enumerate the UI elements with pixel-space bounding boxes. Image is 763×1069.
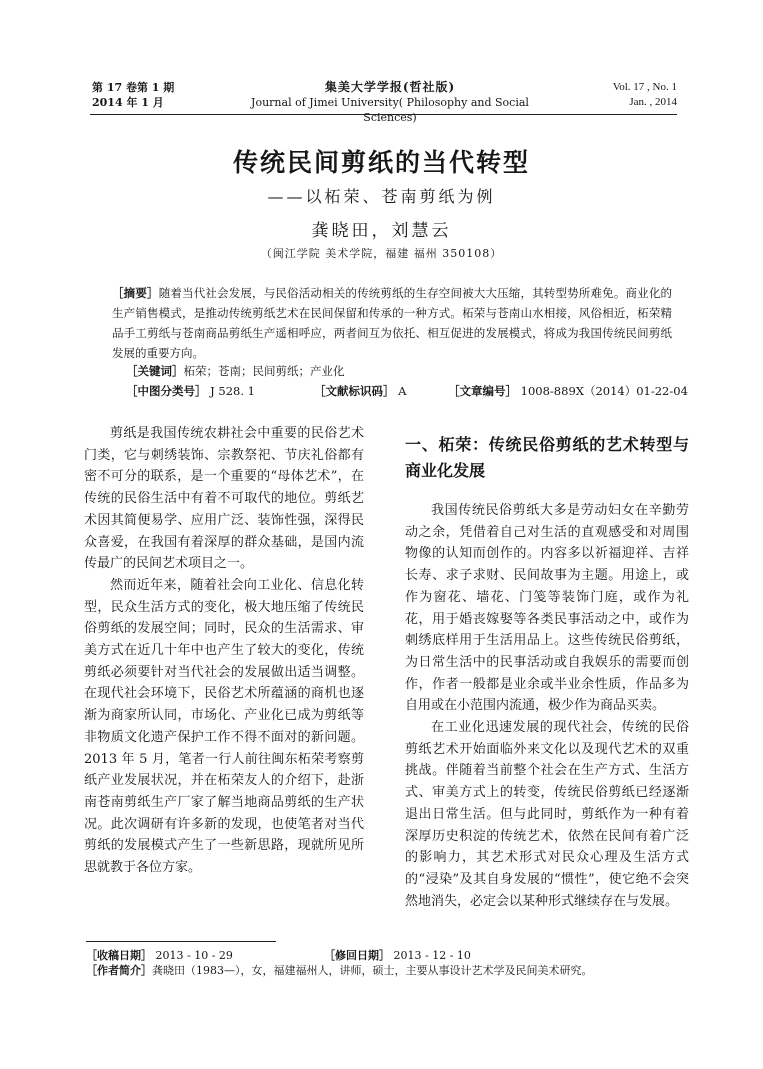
article-title: 传统民间剪纸的当代转型 <box>232 148 530 177</box>
article-number-label: ［文章编号］ <box>448 384 517 398</box>
header-volume: 第 17 卷第 1 期 <box>92 81 175 94</box>
article-number <box>448 382 688 400</box>
header-journal <box>230 80 550 125</box>
header-date-en: Jan. , 2014 <box>629 96 677 108</box>
keywords-text: 柘荣；苍南；民间剪纸；产业化 <box>183 364 345 378</box>
author-affiliation: （闽江学院 美术学院，福建 福州 350108） <box>260 247 503 260</box>
header-vol-no: Vol. 17 , No. 1 <box>612 81 677 93</box>
document-code <box>314 382 406 400</box>
revised-value: 2013 - 12 - 10 <box>393 949 471 962</box>
revised-date <box>324 948 471 964</box>
abstract-label: ［摘要］ <box>112 286 159 300</box>
bio-value: 龚晓田（1983—），女，福建福州人，讲师，硕士，主要从事设计艺术学及民间美术研究。 <box>152 964 593 977</box>
footnote-divider <box>86 941 276 942</box>
abstract-text: 随着当代社会发展，与民俗活动相关的传统剪纸的生存空间被大大压缩，其转型势所难免。商业化的生产销售模式，是推动传统剪纸艺术在民间保留和传承的一种方式。柘荣与苍南山水相接，风俗相近，柘荣精品手工剪纸与苍南商品剪纸生产遥相呼应，两者间互为依托、相互促进的发展模式，将成为我国传统民间剪纸发展的重要方向。 <box>112 286 673 360</box>
header-volume-en <box>613 80 677 110</box>
doc-code-label: ［文献标识码］ <box>314 384 395 398</box>
journal-name-cn: 集美大学学报(哲社版) <box>324 80 456 94</box>
clc-number <box>126 382 255 400</box>
right-column <box>405 432 689 912</box>
article-number-value: 1008-889X（2014）01-22-04 <box>520 384 688 398</box>
footnote-author-bio <box>86 963 686 979</box>
header-volume-issue <box>92 80 174 110</box>
abstract <box>112 283 672 363</box>
received-date <box>86 949 233 962</box>
section-heading: 一、柘荣：传统民俗剪纸的艺术转型与商业化发展 <box>405 435 689 480</box>
keywords <box>126 362 345 380</box>
received-label: ［收稿日期］ <box>86 949 152 962</box>
doc-code-value: A <box>398 384 407 398</box>
clc-value: J 528. 1 <box>210 384 255 398</box>
clc-label: ［中图分类号］ <box>126 384 207 398</box>
left-column <box>84 423 364 879</box>
body-paragraph: 在工业化迅速发展的现代社会，传统的民俗剪纸艺术开始面临外来文化以及现代艺术的双重挑战。伴随着当前整个社会在生产方式、生活方式、审美方式上的转变，传统民俗剪纸已经逐渐退出日常生活。但与此同时，剪纸作为一种有着深厚历史积淀的传统艺术，依然在民间有着广泛的影响力，其艺术形式对民众心理及生活方式的“浸染”及其自身发展的“惯性”，使它绝不会突然地消失，必定会以某种形式继续存在与发展。 <box>405 720 689 909</box>
body-paragraph: 然而近年来，随着社会向工业化、信息化转型，民众生活方式的变化，极大地压缩了传统民俗剪纸的发展空间；同时，民众的生活需求、审美方式在近几十年中也产生了较大的变化，传统剪纸必须要针对当代社会的发展做出适当调整。在现代社会环境下，民俗艺术所蕴涵的商机也逐渐为商家所认同，市场化、产业化已成为剪纸等非物质文化遗产保护工作不得不面对的新问题。2013 年 5 月，笔者一行人前往闽东柘荣考察剪纸产业发展状况，并在柘荣友人的介绍下，赴浙南苍南剪纸生产厂家了解当地商品剪纸的生产状况。此次调研有许多新的发现，也使笔者对当代剪纸的发展模式产生了一些新思路，现就所见所思就教于各位方家。 <box>84 577 364 876</box>
body-paragraph: 我国传统民俗剪纸大多是劳动妇女在辛勤劳动之余，凭借着自己对生活的直观感受和对周围物像的认知而创作的。内容多以祈福迎祥、吉祥长寿、求子求财、民间故事为主题。用途上，或作为窗花、墙花、门笺等装饰门庭，或作为礼花，用于婚丧嫁娶等各类民事活动之中，或作为刺绣底样用于生活用品上。这些传统民俗剪纸，为日常生活中的民事活动或自我娱乐的需要而创作，作者一般都是业余或半业余性质，作品多为自用或在小范围内流通，极少作为商品买卖。 <box>405 503 689 714</box>
keywords-label: ［关键词］ <box>126 364 184 378</box>
header-date: 2014 年 1 月 <box>92 96 164 109</box>
header-divider <box>90 114 677 115</box>
journal-name-en: Journal of Jimei University( Philosophy and Social Sciences) <box>251 96 529 124</box>
received-value: 2013 - 10 - 29 <box>155 949 233 962</box>
article-subtitle: ——以柘荣、苍南剪纸为例 <box>267 187 496 206</box>
article-authors: 龚晓田，刘慧云 <box>311 221 452 241</box>
body-paragraph: 剪纸是我国传统农耕社会中重要的民俗艺术门类，它与刺绣装饰、宗教祭祀、节庆礼俗都有密不可分的联系，是一个重要的“母体艺术”，在传统的民俗生活中有着不可取代的地位。剪纸艺术因其简便易学、应用广泛、装饰性强，深得民众喜爱，在我国有着深厚的群众基础，是国内流传最广的民间艺术项目之一。 <box>84 426 364 572</box>
revised-label: ［修回日期］ <box>324 949 390 962</box>
bio-label: ［作者简介］ <box>86 964 152 977</box>
footnote-dates <box>86 948 686 964</box>
